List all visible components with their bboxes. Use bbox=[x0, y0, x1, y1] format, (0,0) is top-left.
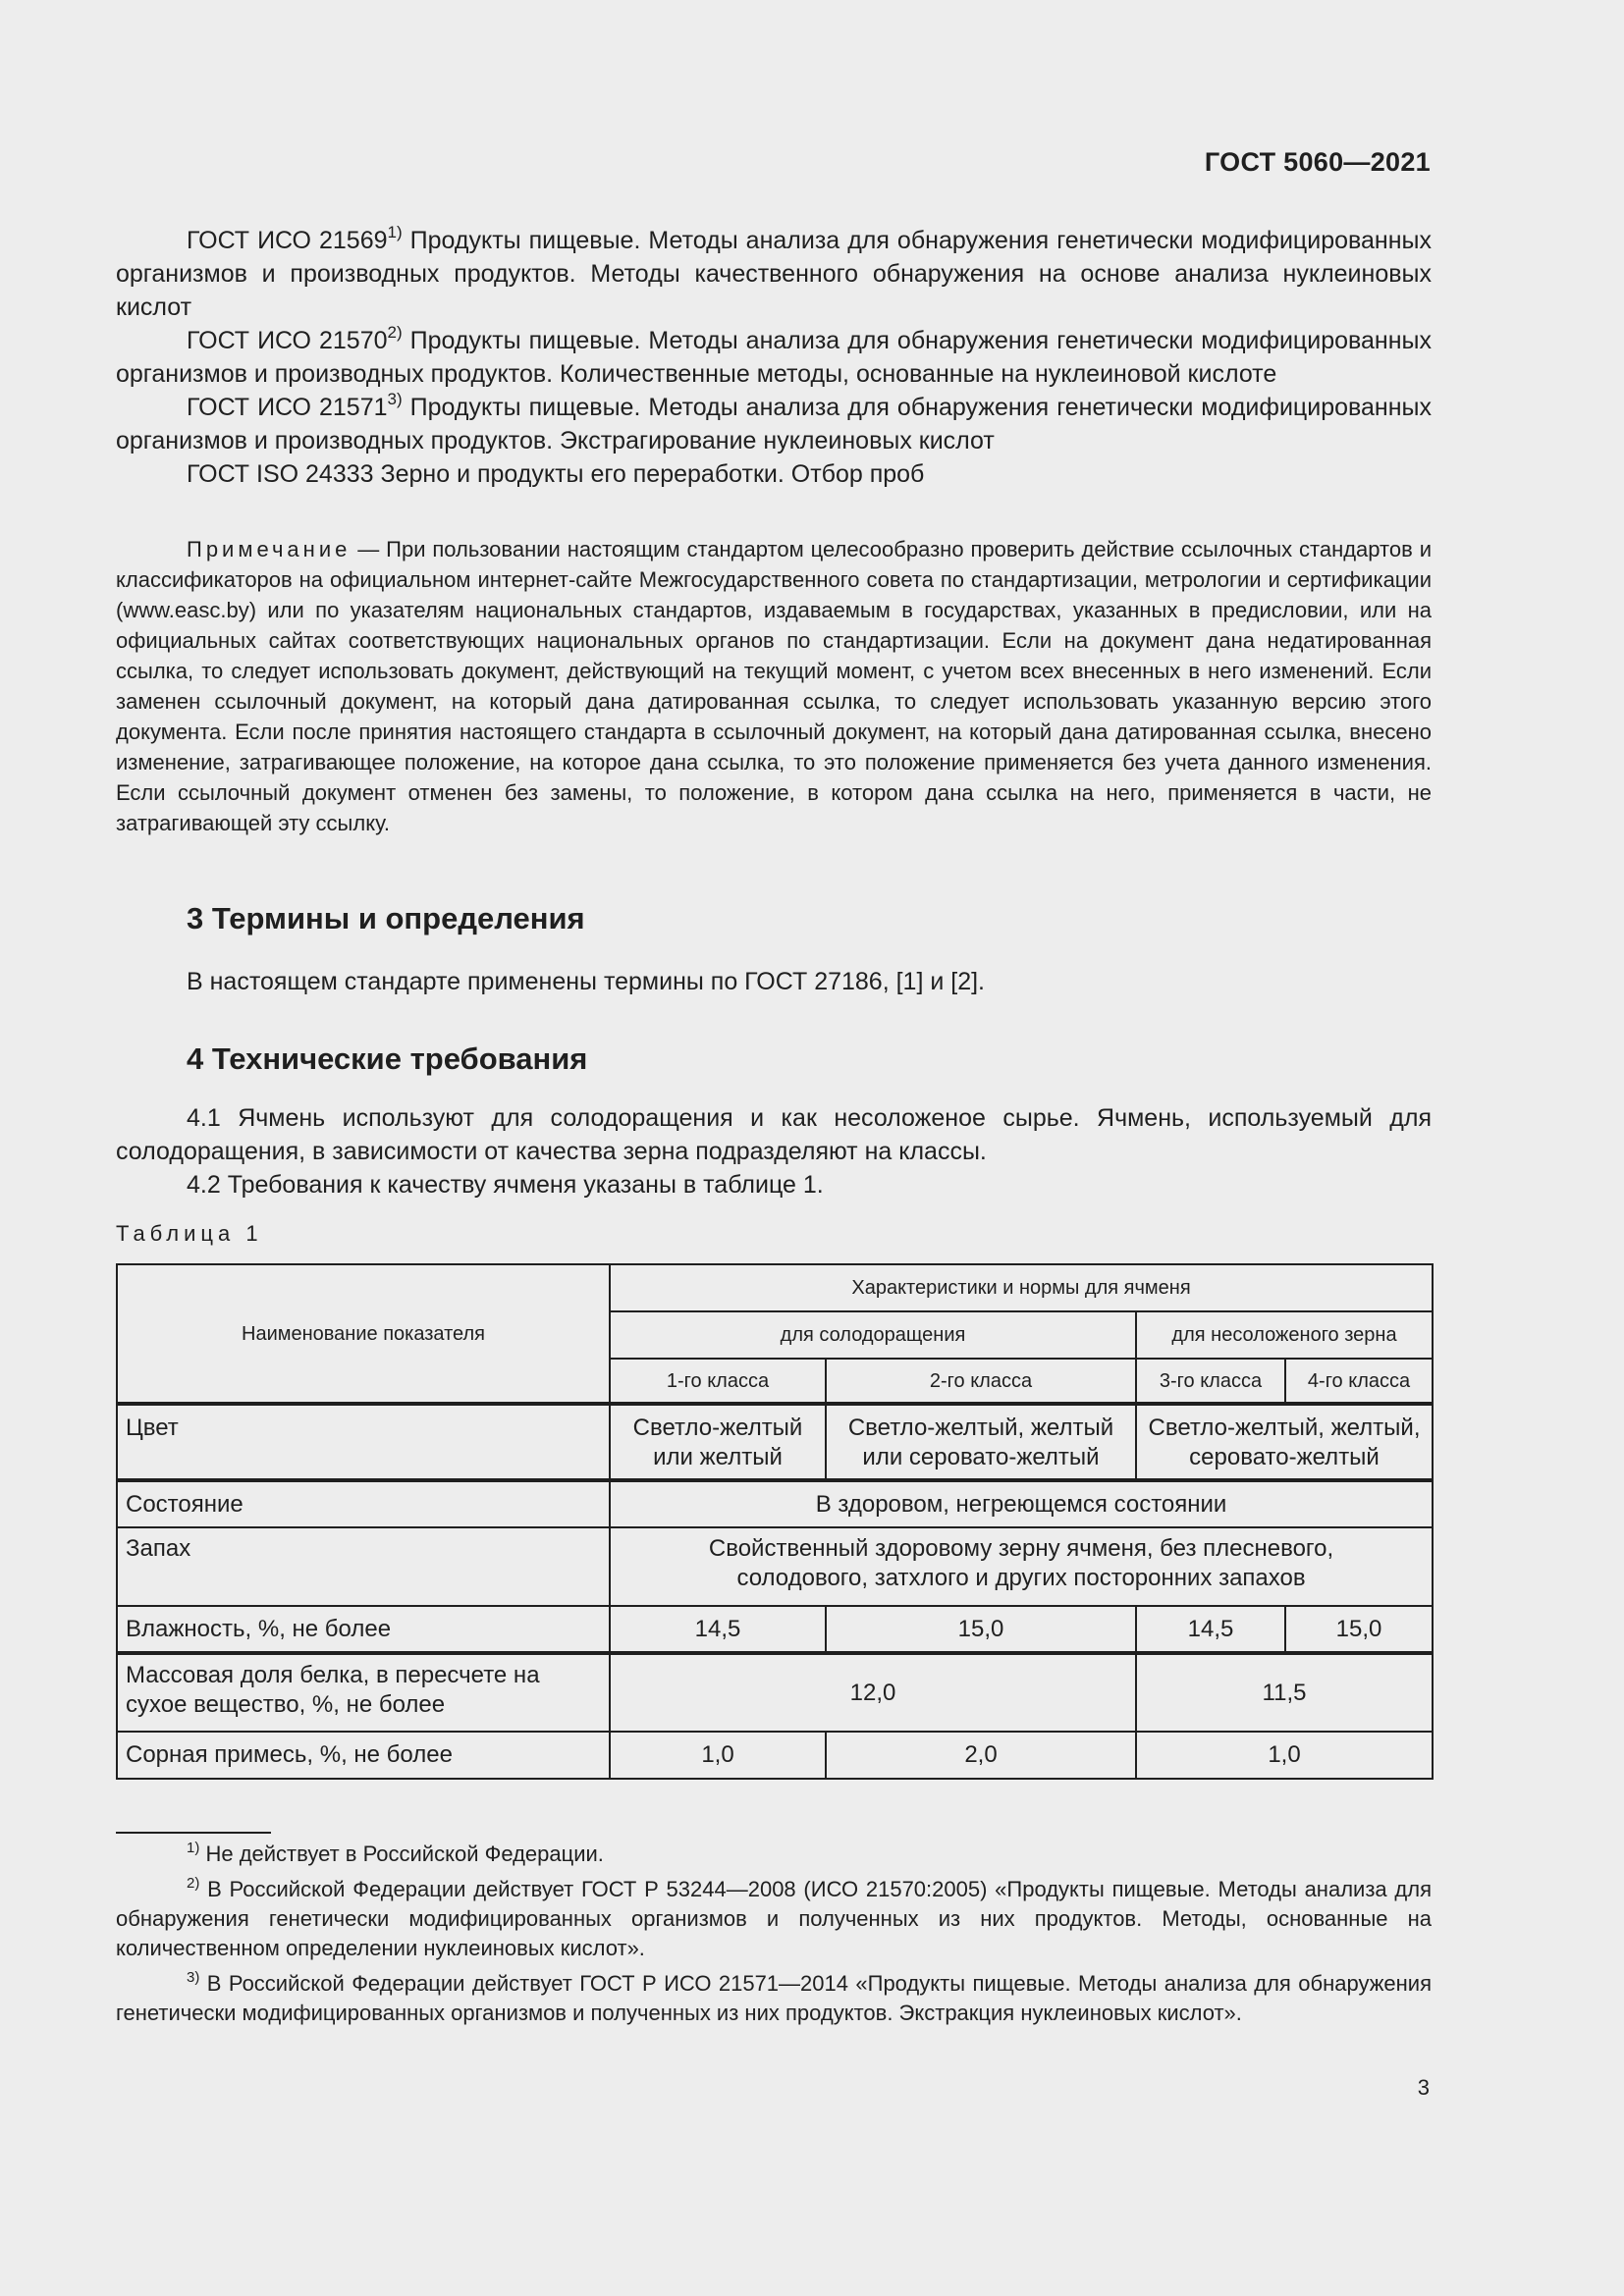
reference-item bbox=[116, 324, 1432, 391]
reference-item bbox=[116, 391, 1432, 457]
cell-moisture-class-4: 15,0 bbox=[1285, 1606, 1433, 1653]
note-paragraph bbox=[116, 534, 1432, 838]
row-name-smell: Запах bbox=[117, 1527, 610, 1606]
footnote-item bbox=[116, 1969, 1432, 2028]
footnote-mark: 3) bbox=[187, 1968, 200, 1986]
section-4-paragraph-2: 4.2 Требования к качеству ячменя указаны в таблице 1. bbox=[187, 1171, 824, 1199]
table-row bbox=[117, 1606, 1433, 1653]
header-malting: для солодоращения bbox=[610, 1311, 1136, 1359]
footnote-item bbox=[116, 1875, 1432, 1963]
section-4-heading: 4 Технические требования bbox=[187, 1041, 588, 1076]
table-row bbox=[117, 1480, 1433, 1527]
cell-moisture-class-2: 15,0 bbox=[826, 1606, 1136, 1653]
footnote-mark: 1) bbox=[387, 222, 403, 241]
reference-title: Продукты пищевые. Методы анализа для обнаружения генетически модифицированных организмов и производных продуктов. Методы качественного обнаружения на основе анализа нуклеиновых кислот bbox=[116, 227, 1432, 321]
reference-code: ГОСТ ИСО 21569 bbox=[187, 227, 388, 254]
table-caption: Таблица 1 bbox=[116, 1221, 263, 1246]
footnote-divider bbox=[116, 1832, 271, 1834]
cell-protein-class-3-4: 11,5 bbox=[1136, 1653, 1433, 1732]
row-name-moisture: Влажность, %, не более bbox=[117, 1606, 610, 1653]
section-3-heading: 3 Термины и определения bbox=[187, 901, 585, 935]
note-text: — При пользовании настоящим стандартом целесообразно проверить действие ссылочных стандартов и классификаторов на официальном интернет-сайте Межгосударственного совета по стандартизации, метрологии и сертификации (www.easc.by) или по указателям национальных стандартов, издаваемым в государствах, указанных в предисловии, или на официальных сайтах соответствующих национальных органов по стандартизации. Если на документ дана недатированная ссылка, то следует использовать документ, действующий на текущий момент, с учетом всех внесенных в него изменений. Если заменен ссылочный документ, на который дана датированная ссылка, то следует использовать указанную версию этого документа. Если после принятия настоящего стандарта в ссылочный документ, на который дана датированная ссылка, внесено изменение, затрагивающее положение, на которое дана ссылка, то это положение применяется без учета данного изменения. Если ссылочный документ отменен без замены, то положение, в котором дана ссылка на него, применяется в части, не затрагивающей эту ссылку. bbox=[116, 537, 1432, 835]
cell-color-class-3-4: Светло-желтый, желтый, серовато-желтый bbox=[1136, 1404, 1433, 1480]
reference-code: ГОСТ ISO 24333 bbox=[187, 460, 374, 488]
footnote-mark: 1) bbox=[187, 1839, 200, 1856]
footnote-mark: 3) bbox=[387, 389, 403, 408]
cell-moisture-class-1: 14,5 bbox=[610, 1606, 826, 1653]
header-class-1: 1-го класса bbox=[610, 1359, 826, 1404]
reference-code: ГОСТ ИСО 21571 bbox=[187, 394, 388, 421]
reference-item bbox=[116, 457, 1432, 491]
section-3-text: В настоящем стандарте применены термины по ГОСТ 27186, [1] и [2]. bbox=[187, 968, 986, 995]
page-number: 3 bbox=[1417, 2075, 1430, 2100]
row-name-weed: Сорная примесь, %, не более bbox=[117, 1732, 610, 1779]
cell-smell-all: Свойственный здоровому зерну ячменя, без плесневого, солодового, затхлого и других посторонних запахов bbox=[610, 1527, 1433, 1606]
header-class-2: 2-го класса bbox=[826, 1359, 1136, 1404]
footnote-mark: 2) bbox=[187, 1874, 200, 1892]
cell-color-class-1: Светло-желтый или желтый bbox=[610, 1404, 826, 1480]
row-name-color: Цвет bbox=[117, 1404, 610, 1480]
reference-item bbox=[116, 224, 1432, 324]
cell-protein-class-1-2: 12,0 bbox=[610, 1653, 1136, 1732]
footnote-mark: 2) bbox=[387, 322, 403, 342]
table-row bbox=[117, 1653, 1433, 1732]
footnote-text: Не действует в Российской Федерации. bbox=[199, 1842, 604, 1866]
cell-color-class-2: Светло-желтый, желтый или серовато-желтый bbox=[826, 1404, 1136, 1480]
header-nonmalted: для несоложеного зерна bbox=[1136, 1311, 1433, 1359]
table-row bbox=[117, 1404, 1433, 1480]
barley-requirements-table bbox=[116, 1263, 1434, 1780]
section-4-paragraph-1: 4.1 Ячмень используют для солодоращения и как несоложеное сырье. Ячмень, используемый для солодоращения, в зависимости от качества зерна подразделяют на классы. bbox=[116, 1104, 1432, 1165]
footnote-text: В Российской Федерации действует ГОСТ Р 53244—2008 (ИСО 21570:2005) «Продукты пищевые. Методы анализа для обнаружения генетически модифицированных организмов и полученных из них продуктов. Методы, основанные на количественном определении нуклеиновых кислот». bbox=[116, 1877, 1432, 1960]
table-row bbox=[117, 1732, 1433, 1779]
reference-title: Продукты пищевые. Методы анализа для обнаружения генетически модифицированных организмов и производных продуктов. Количественные методы, основанные на нуклеиновой кислоте bbox=[116, 327, 1432, 388]
header-class-3: 3-го класса bbox=[1136, 1359, 1285, 1404]
cell-state-all: В здоровом, негреющемся состоянии bbox=[610, 1480, 1433, 1527]
header-group: Характеристики и нормы для ячменя bbox=[610, 1264, 1433, 1311]
row-name-protein: Массовая доля белка, в пересчете на сухое вещество, %, не более bbox=[117, 1653, 610, 1732]
cell-weed-class-1: 1,0 bbox=[610, 1732, 826, 1779]
table-row bbox=[117, 1527, 1433, 1606]
footnote-item bbox=[116, 1840, 1432, 1869]
header-class-4: 4-го класса bbox=[1285, 1359, 1433, 1404]
reference-code: ГОСТ ИСО 21570 bbox=[187, 327, 388, 354]
row-name-state: Состояние bbox=[117, 1480, 610, 1527]
header-indicator: Наименование показателя bbox=[117, 1264, 610, 1404]
normative-references-list bbox=[116, 224, 1432, 491]
cell-weed-class-3-4: 1,0 bbox=[1136, 1732, 1433, 1779]
cell-weed-class-2: 2,0 bbox=[826, 1732, 1136, 1779]
document-id-header: ГОСТ 5060—2021 bbox=[1204, 147, 1431, 177]
note-label: Примечание bbox=[187, 537, 352, 561]
footnote-text: В Российской Федерации действует ГОСТ Р ИСО 21571—2014 «Продукты пищевые. Методы анализа для обнаружения генетически модифицированных организмов и полученных из них продуктов. Экстракция нуклеиновых кислот». bbox=[116, 1971, 1432, 2025]
reference-title: Продукты пищевые. Методы анализа для обнаружения генетически модифицированных организмов и производных продуктов. Экстрагирование нуклеиновых кислот bbox=[116, 394, 1432, 454]
cell-moisture-class-3: 14,5 bbox=[1136, 1606, 1285, 1653]
footnotes-list bbox=[116, 1840, 1432, 2034]
reference-title: Зерно и продукты его переработки. Отбор проб bbox=[373, 460, 925, 488]
